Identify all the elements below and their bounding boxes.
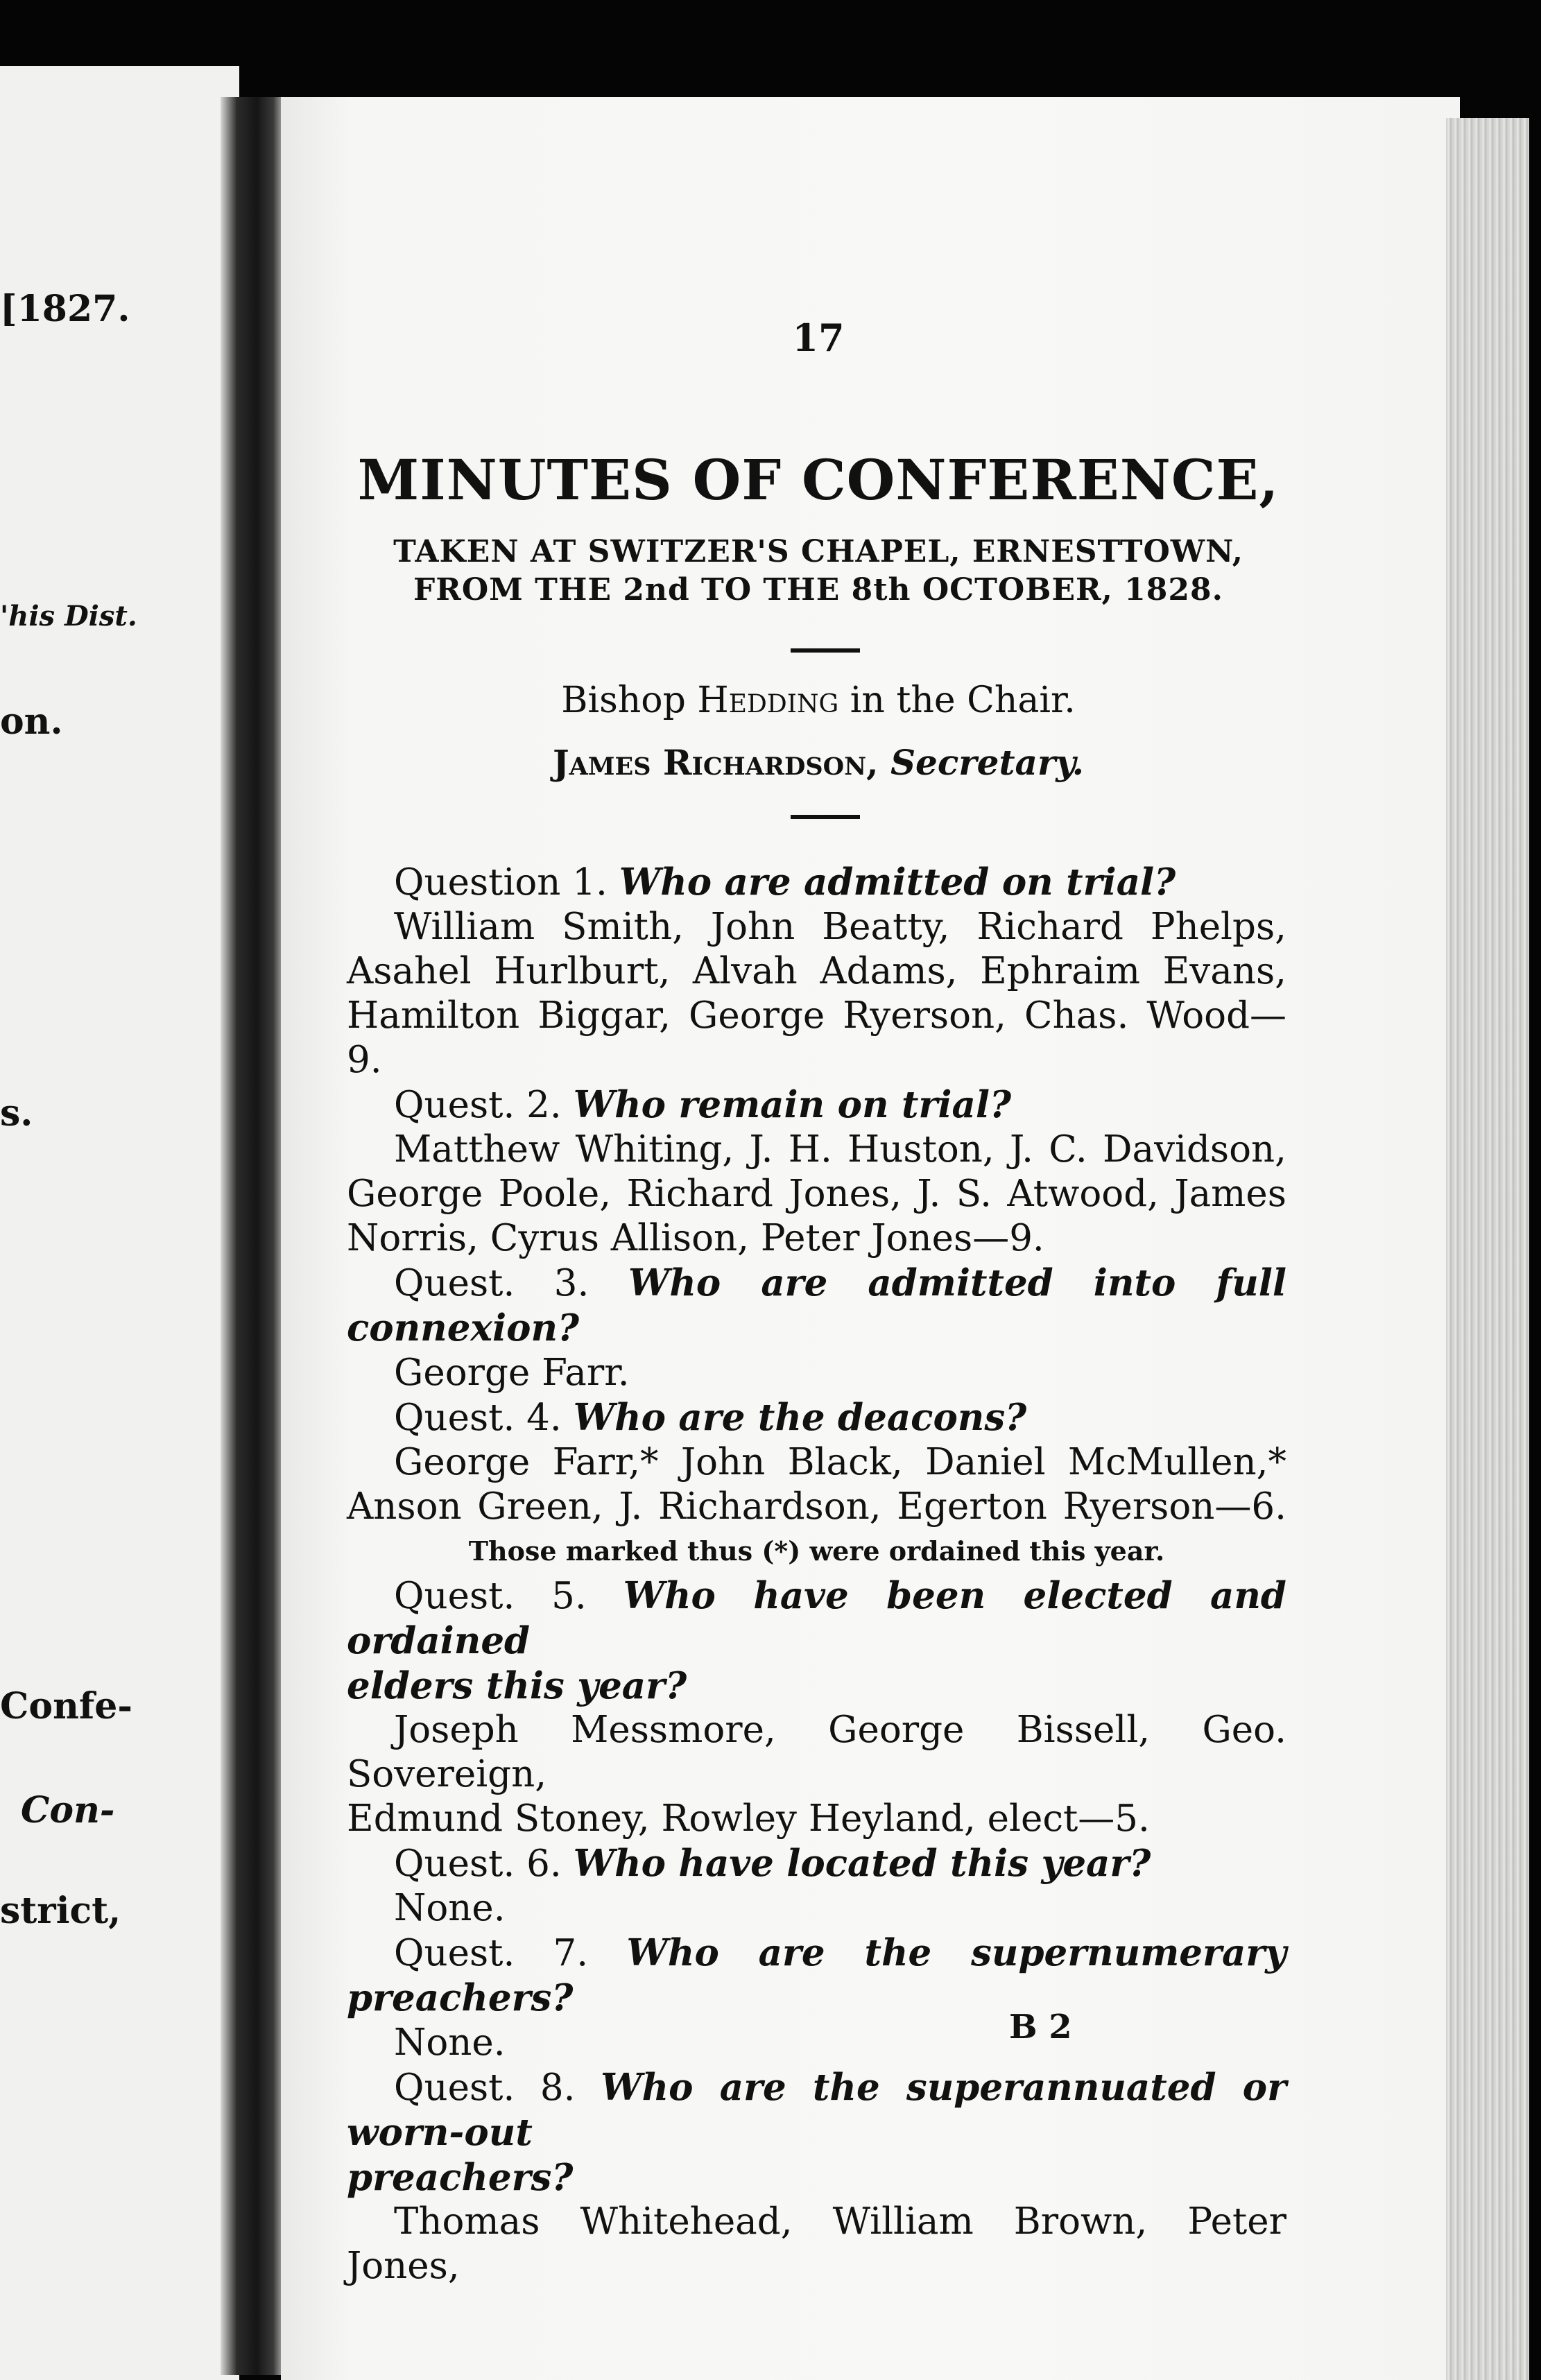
answer-line: Anson Green, J. Richardson, Egerton Ryerson—6. xyxy=(347,1485,1286,1528)
question-6: Quest. 6. Who have located this year? xyxy=(394,1842,1151,1885)
secretary-name: James Richardson, xyxy=(552,742,879,783)
answer-line: Edmund Stoney, Rowley Heyland, elect—5. xyxy=(347,1797,1150,1840)
question-1: Question 1. Who are admitted on trial? xyxy=(394,861,1176,904)
left-page-line: [1827. xyxy=(0,288,130,330)
page-title: MINUTES OF CONFERENCE, xyxy=(357,447,1280,512)
question-7: Quest. 7. Who are the supernumerary preachers? xyxy=(347,1931,1287,2019)
question-3: Quest. 3. Who are admitted into full connexion? xyxy=(347,1261,1286,1349)
subtitle-dates: FROM THE 2nd TO THE 8th OCTOBER, 1828. xyxy=(413,572,1223,607)
answer-line: George Farr,* John Black, Daniel McMullen,* xyxy=(394,1441,1286,1483)
question-5: Quest. 5. Who have been elected and ordained xyxy=(347,1574,1286,1662)
divider-rule xyxy=(791,648,860,653)
previous-page xyxy=(0,66,239,2380)
left-page-line: Con- xyxy=(21,1789,115,1831)
book-gutter xyxy=(221,97,286,2375)
chair-name: Hedding xyxy=(697,680,839,721)
question-4: Quest. 4. Who are the deacons? xyxy=(394,1396,1027,1439)
answer-line: Joseph Messmore, George Bissell, Geo. Sovereign, xyxy=(347,1709,1286,1795)
answer-line: William Smith, John Beatty, Richard Phelps, xyxy=(394,906,1286,948)
divider-rule xyxy=(791,815,860,819)
page-edges xyxy=(1446,118,1529,2380)
footnote: Those marked thus (*) were ordained this year. xyxy=(468,1535,1165,1567)
question-8: Quest. 8. Who are the superannuated or worn-out xyxy=(347,2066,1286,2154)
signature-mark: B 2 xyxy=(1009,2008,1072,2046)
page-number: 17 xyxy=(792,316,845,360)
secretary-title: Secretary. xyxy=(890,742,1085,783)
left-page-line: Confe- xyxy=(0,1685,132,1727)
secretary-line xyxy=(347,742,1290,783)
question-5-cont: elders this year? xyxy=(347,1664,687,1707)
question-8-cont: preachers? xyxy=(347,2156,574,2199)
left-page-line: strict, xyxy=(0,1890,121,1932)
left-page-line: s. xyxy=(0,1092,33,1135)
question-2: Quest. 2. Who remain on trial? xyxy=(394,1083,1012,1126)
minutes-body xyxy=(347,860,1286,2288)
answer-line: Asahel Hurlburt, Alvah Adams, Ephraim Evans, xyxy=(347,950,1286,992)
left-page-line: 'his Dist. xyxy=(0,600,137,632)
answer-line: Hamilton Biggar, George Ryerson, Chas. Wood—9. xyxy=(347,994,1286,1081)
chair-suffix: in the Chair. xyxy=(838,680,1076,721)
subtitle-location: TAKEN AT SWITZER'S CHAPEL, ERNESTTOWN, xyxy=(393,534,1243,569)
left-page-line: on. xyxy=(0,700,63,743)
chair-prefix: Bishop xyxy=(561,680,698,721)
answer-line: Matthew Whiting, J. H. Huston, J. C. Davidson, xyxy=(394,1128,1286,1171)
answer-line: None. xyxy=(394,1887,506,1929)
answer-line: Norris, Cyrus Allison, Peter Jones—9. xyxy=(347,1217,1044,1259)
answer-line: None. xyxy=(394,2021,506,2064)
answer-line: George Farr. xyxy=(394,1352,630,1394)
answer-line: George Poole, Richard Jones, J. S. Atwood, James xyxy=(347,1173,1286,1215)
answer-line: Thomas Whitehead, William Brown, Peter Jones, xyxy=(347,2200,1286,2287)
chair-line xyxy=(347,680,1290,721)
